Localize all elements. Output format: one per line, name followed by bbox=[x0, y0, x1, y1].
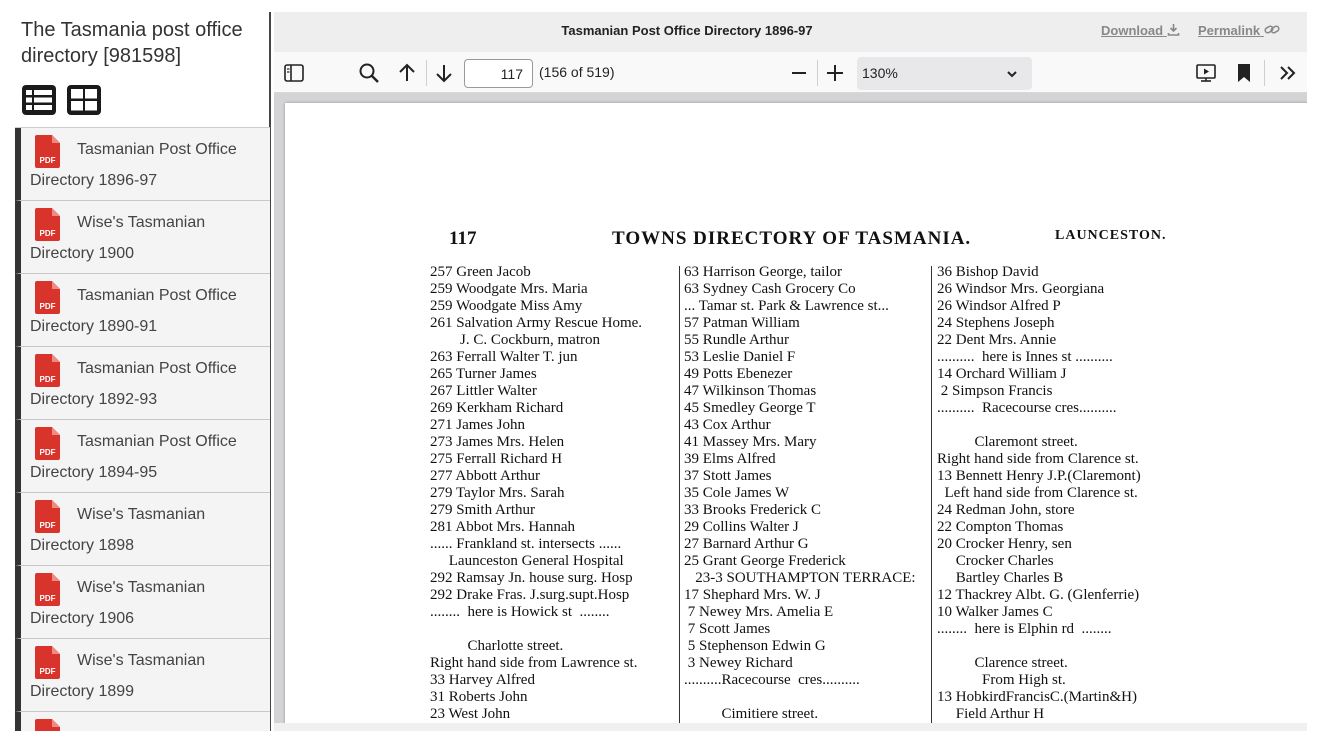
directory-line: 12 Thackrey Albt. G. (Glenferrie) bbox=[937, 587, 1140, 603]
document-list-item[interactable] bbox=[15, 712, 270, 731]
pdf-file-icon bbox=[35, 719, 60, 731]
zoom-out-icon[interactable] bbox=[786, 60, 812, 86]
directory-line: 24 Stephens Joseph bbox=[937, 315, 1055, 331]
toolbar-separator bbox=[817, 60, 818, 86]
zoom-value: 130% bbox=[862, 65, 898, 81]
toolbar-separator bbox=[426, 60, 427, 86]
directory-line: 39 Elms Alfred bbox=[684, 451, 776, 467]
directory-line: 47 Wilkinson Thomas bbox=[684, 383, 817, 399]
directory-line: 33 Harvey Alfred bbox=[430, 672, 535, 688]
document-title: Tasmanian Post Office Directory 1890-91 bbox=[30, 287, 237, 335]
directory-line: Clarence street. bbox=[937, 655, 1068, 671]
directory-line: 277 Abbott Arthur bbox=[430, 468, 541, 484]
directory-line: From High st. bbox=[937, 672, 1066, 688]
pdf-file-icon bbox=[35, 646, 60, 679]
directory-line: 57 Patman William bbox=[684, 315, 800, 331]
directory-line: 10 Walker James C bbox=[937, 604, 1053, 620]
document-list-item[interactable] bbox=[15, 128, 270, 201]
toolbar-separator bbox=[1264, 60, 1265, 86]
bookmark-icon[interactable] bbox=[1231, 60, 1257, 86]
document-list-item[interactable] bbox=[15, 201, 270, 274]
directory-line: 265 Turner James bbox=[430, 366, 537, 382]
document-title: Wise's Tasmanian Directory 1906 bbox=[30, 579, 206, 627]
document-title: Wise's Tasmanian Directory 1900 bbox=[30, 214, 206, 262]
document-title: Tasmanian Post Office Directory 1896-97 bbox=[30, 141, 237, 189]
directory-line: Claremont street. bbox=[937, 434, 1078, 450]
directory-line: 275 Ferrall Richard H bbox=[430, 451, 563, 467]
permalink-link[interactable] bbox=[1198, 23, 1280, 38]
directory-line: 5 Stephenson Edwin G bbox=[684, 638, 826, 654]
directory-line: 279 Smith Arthur bbox=[430, 502, 536, 518]
svg-text:PDF: PDF bbox=[39, 156, 56, 165]
pdf-toolbar bbox=[274, 52, 1307, 93]
document-title: Tasmanian Post Office Directory 1894-95 bbox=[30, 433, 237, 481]
viewer-footer bbox=[274, 723, 1307, 731]
directory-line: 63 Sydney Cash Grocery Co bbox=[684, 281, 856, 297]
directory-line: .......... here is Innes st .......... bbox=[937, 349, 1113, 365]
directory-line: 53 Leslie Daniel F bbox=[684, 349, 796, 365]
list-view-icon[interactable] bbox=[21, 84, 57, 116]
directory-line: 49 Potts Ebenezer bbox=[684, 366, 793, 382]
directory-line: 23 West John bbox=[430, 706, 511, 722]
collection-title: The Tasmania post office directory [981598] bbox=[21, 19, 243, 67]
directory-line: Bartley Charles B bbox=[937, 570, 1064, 586]
directory-line: 20 Crocker Henry, sen bbox=[937, 536, 1072, 552]
download-label: Download bbox=[1101, 23, 1164, 38]
directory-line: 261 Salvation Army Rescue Home. bbox=[430, 315, 643, 331]
directory-line: .......... Racecourse cres.......... bbox=[937, 400, 1117, 416]
directory-line: 7 Newey Mrs. Amelia E bbox=[684, 604, 834, 620]
directory-line: 267 Littler Walter bbox=[430, 383, 537, 399]
pdf-file-icon bbox=[35, 135, 60, 168]
directory-line: 269 Kerkham Richard bbox=[430, 400, 564, 416]
directory-line: Field Arthur H bbox=[937, 706, 1045, 722]
document-list-item[interactable] bbox=[15, 274, 270, 347]
directory-column bbox=[684, 264, 916, 723]
directory-line: 45 Smedley George T bbox=[684, 400, 816, 416]
directory-line: 29 Collins Walter J bbox=[684, 519, 799, 535]
directory-line: 14 Orchard William J bbox=[937, 366, 1067, 382]
directory-line: 37 Stott James bbox=[684, 468, 772, 484]
svg-text:PDF: PDF bbox=[39, 302, 56, 311]
directory-line: 36 Bishop David bbox=[937, 264, 1039, 280]
pdf-page bbox=[285, 103, 1307, 723]
directory-line: 13 Bennett Henry J.P.(Claremont) bbox=[937, 468, 1141, 484]
scan-page-number: 117 bbox=[449, 228, 477, 249]
svg-text:PDF: PDF bbox=[39, 594, 56, 603]
directory-line bbox=[937, 417, 1141, 434]
directory-line: Right hand side from Clarence st. bbox=[937, 451, 1139, 467]
directory-line: 27 Barnard Arthur G bbox=[684, 536, 809, 552]
directory-line: 31 Roberts John bbox=[430, 689, 528, 705]
directory-line: Charlotte street. bbox=[430, 638, 564, 654]
svg-text:PDF: PDF bbox=[39, 521, 56, 530]
directory-line: 292 Drake Fras. J.surg.supt.Hosp bbox=[430, 587, 630, 603]
directory-line: 22 Dent Mrs. Annie bbox=[937, 332, 1057, 348]
directory-column bbox=[430, 264, 642, 723]
zoom-in-icon[interactable] bbox=[822, 60, 848, 86]
pdf-file-icon bbox=[35, 354, 60, 387]
scan-heading: TOWNS DIRECTORY OF TASMANIA. bbox=[612, 228, 972, 249]
presentation-mode-icon[interactable] bbox=[1193, 60, 1219, 86]
directory-line: 292 Ramsay Jn. house surg. Hosp bbox=[430, 570, 633, 586]
directory-line: Right hand side from Lawrence st. bbox=[430, 655, 638, 671]
directory-line: 279 Taylor Mrs. Sarah bbox=[430, 485, 565, 501]
zoom-select[interactable] bbox=[857, 57, 1032, 90]
directory-line: 26 Windsor Alfred P bbox=[937, 298, 1061, 314]
directory-line: Crocker Charles bbox=[937, 553, 1054, 569]
link-icon bbox=[1264, 23, 1280, 36]
previous-page-icon[interactable] bbox=[394, 60, 420, 86]
directory-line: J. C. Cockburn, matron bbox=[430, 332, 600, 348]
permalink-label: Permalink bbox=[1198, 23, 1261, 38]
toggle-sidebar-icon[interactable] bbox=[281, 60, 307, 86]
grid-view-icon[interactable] bbox=[66, 84, 102, 116]
directory-line: 43 Cox Arthur bbox=[684, 417, 771, 433]
directory-line: 263 Ferrall Walter T. jun bbox=[430, 349, 578, 365]
directory-line: 26 Windsor Mrs. Georgiana bbox=[937, 281, 1105, 297]
document-list-item[interactable] bbox=[15, 639, 270, 712]
directory-line: ........ here is Howick st ........ bbox=[430, 604, 610, 620]
directory-line: 259 Woodgate Mrs. Maria bbox=[430, 281, 588, 297]
directory-line: 273 James Mrs. Helen bbox=[430, 434, 565, 450]
document-list-item[interactable] bbox=[15, 420, 270, 493]
directory-column bbox=[937, 264, 1141, 723]
directory-line: 24 Redman John, store bbox=[937, 502, 1075, 518]
directory-line: 281 Abbot Mrs. Hannah bbox=[430, 519, 575, 535]
pdf-file-icon bbox=[35, 281, 60, 314]
directory-line: 63 Harrison George, tailor bbox=[684, 264, 843, 280]
directory-line: 41 Massey Mrs. Mary bbox=[684, 434, 817, 450]
svg-text:PDF: PDF bbox=[39, 667, 56, 676]
directory-line: 33 Brooks Frederick C bbox=[684, 502, 822, 518]
download-icon bbox=[1167, 23, 1180, 36]
directory-line: 3 Newey Richard bbox=[684, 655, 793, 671]
page-number-input[interactable] bbox=[464, 59, 533, 88]
directory-line: ... Tamar st. Park & Lawrence st... bbox=[684, 298, 889, 314]
directory-line: 257 Green Jacob bbox=[430, 264, 531, 280]
svg-text:PDF: PDF bbox=[39, 448, 56, 457]
directory-line: 7 Scott James bbox=[684, 621, 771, 637]
viewer-header bbox=[274, 12, 1307, 52]
directory-line: 35 Cole James W bbox=[684, 485, 790, 501]
pdf-file-icon bbox=[35, 500, 60, 533]
pdf-file-icon bbox=[35, 427, 60, 460]
scanned-page-image bbox=[285, 103, 1307, 723]
document-list-item[interactable] bbox=[15, 566, 270, 639]
chevron-down-icon bbox=[1005, 67, 1019, 81]
pdf-file-icon bbox=[35, 208, 60, 241]
column-rule bbox=[679, 266, 680, 723]
directory-line: 25 Grant George Frederick bbox=[684, 553, 846, 569]
column-rule bbox=[931, 266, 932, 723]
directory-line: 13 HobkirdFrancisC.(Martin&H) bbox=[937, 689, 1137, 705]
document-title: Wise's Tasmanian Directory 1898 bbox=[30, 506, 206, 554]
sidebar bbox=[0, 0, 271, 731]
directory-line: Launceston General Hospital bbox=[430, 553, 624, 569]
directory-line: 22 Compton Thomas bbox=[937, 519, 1064, 535]
directory-line: ..........Racecourse cres.......... bbox=[684, 672, 860, 688]
directory-line bbox=[430, 621, 642, 638]
document-title: Tasmanian Post Office Directory 1892-93 bbox=[30, 360, 237, 408]
directory-line: ........ here is Elphin rd ........ bbox=[937, 621, 1112, 637]
directory-line: 23-3 SOUTHAMPTON TERRACE: bbox=[684, 570, 916, 586]
directory-line: 2 Simpson Francis bbox=[937, 383, 1053, 399]
search-icon[interactable] bbox=[356, 60, 382, 86]
page-count: (156 of 519) bbox=[539, 64, 615, 80]
document-list[interactable] bbox=[15, 127, 270, 731]
svg-text:PDF: PDF bbox=[39, 229, 56, 238]
pdf-viewer-body[interactable] bbox=[274, 93, 1307, 723]
directory-line: 17 Shephard Mrs. W. J bbox=[684, 587, 821, 603]
directory-line: 271 James John bbox=[430, 417, 525, 433]
scan-town: LAUNCESTON. bbox=[1055, 228, 1167, 243]
directory-line: 259 Woodgate Miss Amy bbox=[430, 298, 583, 314]
document-title: Wise's Tasmanian Directory 1899 bbox=[30, 652, 206, 700]
svg-text:PDF: PDF bbox=[39, 375, 56, 384]
document-list-item[interactable] bbox=[15, 347, 270, 420]
next-page-icon[interactable] bbox=[431, 60, 457, 86]
document-list-item[interactable] bbox=[15, 493, 270, 566]
directory-line: Cimitiere street. bbox=[684, 706, 819, 722]
directory-line: Left hand side from Clarence st. bbox=[937, 485, 1138, 501]
tools-menu-icon[interactable] bbox=[1275, 60, 1301, 86]
pdf-file-icon bbox=[35, 573, 60, 606]
download-link[interactable] bbox=[1101, 23, 1180, 38]
directory-line bbox=[937, 638, 1141, 655]
directory-line: 55 Rundle Arthur bbox=[684, 332, 789, 348]
directory-line: ...... Frankland st. intersects ...... bbox=[430, 536, 622, 552]
document-title-bar: Tasmanian Post Office Directory 1896-97 bbox=[561, 23, 813, 38]
directory-line bbox=[684, 689, 916, 706]
